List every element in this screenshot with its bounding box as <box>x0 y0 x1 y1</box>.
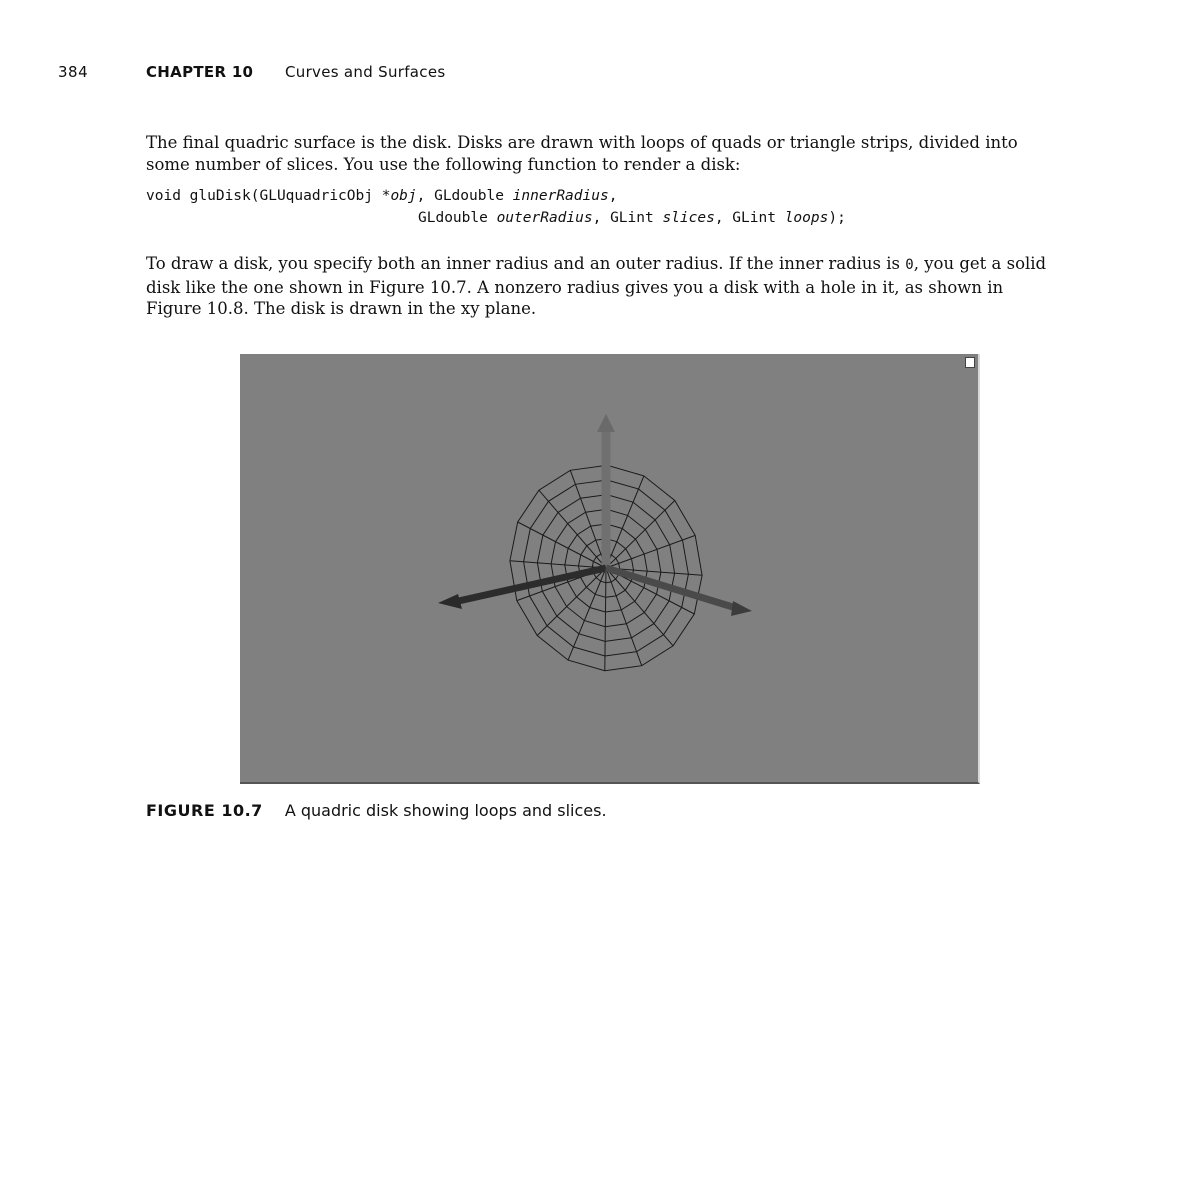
figure-label: FIGURE 10.7 <box>146 801 263 820</box>
code-param: slices <box>662 210 715 226</box>
window-resize-handle <box>965 357 975 368</box>
paragraph-text: To draw a disk, you specify both an inner radius and an outer radius. If the inner radius is <box>146 254 901 273</box>
paragraph-intro: The final quadric surface is the disk. Disks are drawn with loops of quads or triangle strips, divided into some number of slices. You use the following function to render a disk: <box>146 133 1018 174</box>
code-text: , <box>608 188 618 204</box>
chapter-label: CHAPTER 10 <box>146 63 254 81</box>
chapter-title: Curves and Surfaces <box>285 63 446 81</box>
code-param: loops <box>784 210 829 226</box>
disk-slice <box>606 501 675 569</box>
disk-slice <box>539 490 606 568</box>
code-text: ); <box>828 210 846 226</box>
figure-caption-text: A quadric disk showing loops and slices. <box>284 801 607 820</box>
disk-slice <box>606 476 644 568</box>
code-line-2 <box>418 210 846 226</box>
disk-slice <box>518 522 606 568</box>
z-axis-arrow <box>597 414 615 568</box>
code-param: outerRadius <box>496 210 593 226</box>
code-line-1 <box>146 188 617 204</box>
disk-illustration <box>240 354 978 782</box>
x-axis-arrow <box>438 568 606 609</box>
code-text: GLdouble <box>418 210 497 226</box>
disk-slice <box>606 568 642 666</box>
code-text: , GLint <box>714 210 785 226</box>
disk-slice <box>606 535 695 568</box>
y-axis-arrow <box>606 568 752 616</box>
code-param: obj <box>390 188 417 204</box>
code-param: innerRadius <box>512 188 609 204</box>
paragraph-text: , you get a solid disk like the one shown in Figure 10.7. A nonzero radius gives you a disk with a hole in it, as shown in Figure 10.8. The disk is drawn in the xy plane. <box>146 254 1047 318</box>
code-text: , GLint <box>592 210 663 226</box>
paragraph-disk-radius <box>146 253 1061 320</box>
figure-caption <box>146 801 607 820</box>
figure-disk-render <box>240 354 980 784</box>
disk-slice <box>605 568 606 671</box>
running-header <box>0 63 1200 85</box>
code-text: void gluDisk(GLUquadricObj * <box>146 188 391 204</box>
page-number: 384 <box>58 63 89 81</box>
code-text: , GLdouble <box>416 188 513 204</box>
disk-slice <box>568 568 606 660</box>
disk-slice <box>570 470 606 568</box>
code-inline: 0 <box>905 257 914 273</box>
